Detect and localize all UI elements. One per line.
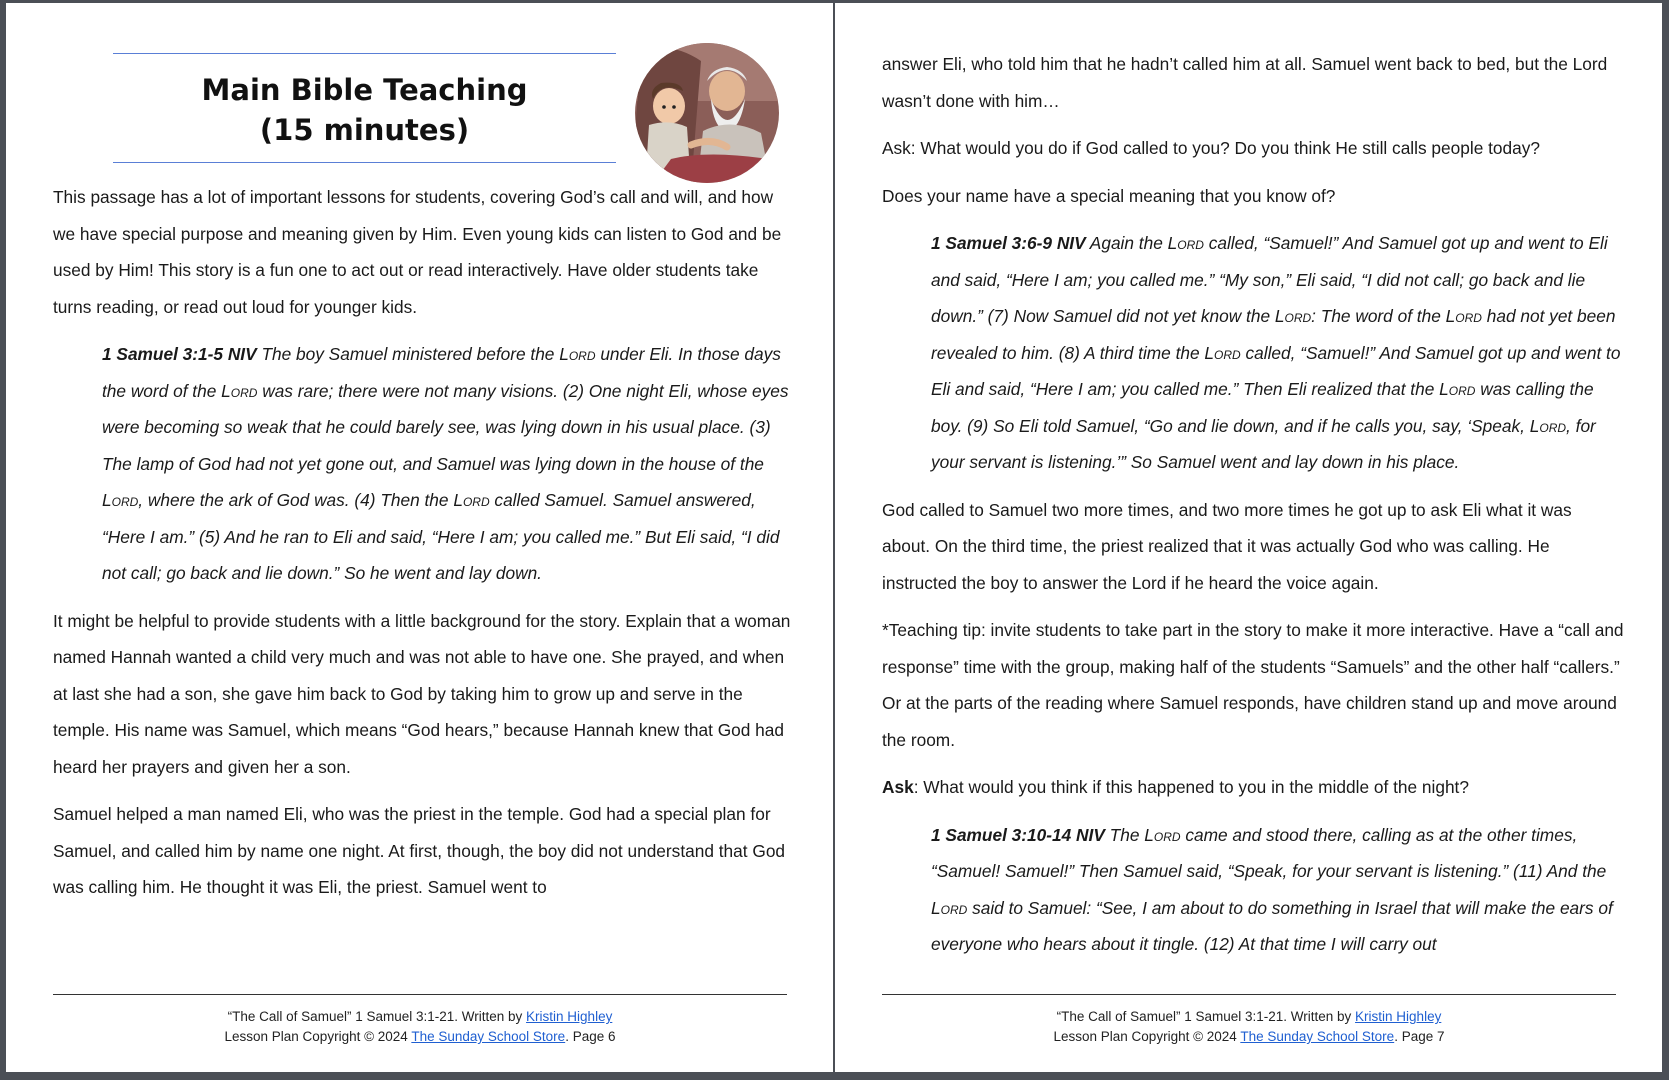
page-7-body — [882, 46, 1624, 974]
footer-line-2: Lesson Plan Copyright © 2024 The Sunday School Store. Page 6 — [224, 1029, 616, 1044]
verse-reference: 1 Samuel 3:6-9 NIV — [931, 233, 1086, 253]
footer-rule — [53, 994, 787, 995]
samuel-and-eli-illustration — [631, 41, 783, 186]
scripture-1-samuel-3-1-5: 1 Samuel 3:1-5 NIV The boy Samuel ministered before the Lord under Eli. In those days the word of the Lord was rare; there were not many visions. (2) One night Eli, whose eyes were becoming so weak that he could barely see, was lying down in his usual place. (3) The lamp of God had not yet gone out, and Samuel was lying down in the house of the Lord, where the ark of God was. (4) Then the Lord called Samuel. Samuel answered, “Here I am.” (5) And he ran to Eli and said, “Here I am; you called me.” But Eli said, “I did not call; go back and lie down.” So he went and lay down. — [102, 344, 789, 583]
continuation-paragraph: answer Eli, who told him that he hadn’t called him at all. Samuel went back to bed, but the Lord wasn’t done with him… — [882, 54, 1608, 111]
verse-reference: 1 Samuel 3:10-14 NIV — [931, 824, 1105, 845]
page-number: . Page 7 — [1394, 1029, 1445, 1044]
page-footer — [882, 1007, 1616, 1047]
footer-rule — [882, 994, 1616, 995]
author-link[interactable]: Kristin Highley — [526, 1009, 613, 1024]
verse-reference: 1 Samuel 3:1-5 NIV — [102, 344, 257, 364]
third-time-paragraph: God called to Samuel two more times, and two more times he got up to ask Eli what it was about. On the third time, the priest realized that it was actually God who was calling. He instructed the boy to answer the Lord if he heard the voice again. — [882, 499, 1572, 593]
background-paragraph: It might be helpful to provide students with a little background for the story. Explain that a woman named Hannah wanted a child very much and was not able to have one. She prayed, and when at last she had a son, she gave him back to God by taking him to grow up and serve in the temple. His name was Samuel, which means “God hears,” because Hannah knew that God had heard her prayers and given her a son. — [53, 610, 791, 777]
title-line-1: Main Bible Teaching — [201, 73, 528, 107]
page-number: . Page 6 — [565, 1029, 616, 1044]
store-link[interactable]: The Sunday School Store — [411, 1029, 566, 1044]
section-title-block — [113, 50, 616, 165]
scripture-1-samuel-3-10-14: 1 Samuel 3:10-14 NIV The Lord came and stood there, calling as at the other times, “Samuel! Samuel!” Then Samuel said, “Speak, for your servant is listening.” (11) And the Lord said to Samuel: “See, I am about to do something in Israel that will make the ears of everyone who hears about it tingle. (12) At that time I will carry out — [931, 824, 1613, 954]
document-page-7 — [835, 3, 1662, 1072]
eli-paragraph: Samuel helped a man named Eli, who was the priest in the temple. God had a special plan for Samuel, and called him by name one night. At first, though, the boy did not understand that God was calling him. He thought it was Eli, the priest. Samuel went to — [53, 804, 786, 897]
scripture-1-samuel-3-6-9: 1 Samuel 3:6-9 NIV Again the Lord called, “Samuel!” And Samuel got up and went to Eli and said, “Here I am; you called me.” “My son,” Eli said, “I did not call; go back and lie down.” (7) Now Samuel did not yet know the Lord: The word of the Lord had not yet been revealed to him. (8) A third time the Lord called, “Samuel!” And Samuel got up and went to Eli and said, “Here I am; you called me.” Then Eli realized that the Lord was calling the boy. (9) So Eli told Samuel, “Go and lie down, and if he calls you, say, ‘Speak, Lord, for your servant is listening.’” So Samuel went and lay down in his place. — [931, 233, 1621, 472]
document-page-6 — [6, 3, 833, 1072]
ask-question-1: Ask: What would you do if God called to you? Do you think He still calls people today? — [882, 138, 1541, 158]
footer-line-1: “The Call of Samuel” 1 Samuel 3:1-21. Written by Kristin Highley — [227, 1009, 613, 1024]
title-rule-bottom — [113, 162, 616, 163]
page-6-body — [53, 179, 795, 917]
intro-paragraph: This passage has a lot of important lessons for students, covering God’s call and will, and how we have special purpose and meaning given by Him. Even young kids can listen to God and be used by Him! This story is a fun one to act out or read interactively. Have older students take turns reading, or read out loud for younger kids. — [53, 187, 782, 317]
author-link[interactable]: Kristin Highley — [1355, 1009, 1442, 1024]
teaching-tip: *Teaching tip: invite students to take part in the story to make it more interactive. Have a “call and response” time with the group, making half of the students “Samuels” and the other half “callers.” Or at the parts of the reading where Samuel responds, have children stand up and move around the room. — [882, 620, 1624, 750]
section-title — [113, 70, 616, 150]
title-rule-top — [113, 53, 616, 54]
ask-question-3: Ask: What would you think if this happened to you in the middle of the night? — [882, 777, 1469, 797]
ask-question-2: Does your name have a special meaning that you know of? — [882, 185, 1336, 206]
footer-line-2: Lesson Plan Copyright © 2024 The Sunday School Store. Page 7 — [1053, 1029, 1445, 1044]
store-link[interactable]: The Sunday School Store — [1240, 1029, 1395, 1044]
footer-line-1: “The Call of Samuel” 1 Samuel 3:1-21. Written by Kristin Highley — [1056, 1009, 1442, 1024]
title-line-2: (15 minutes) — [259, 113, 470, 147]
page-footer — [53, 1007, 787, 1047]
